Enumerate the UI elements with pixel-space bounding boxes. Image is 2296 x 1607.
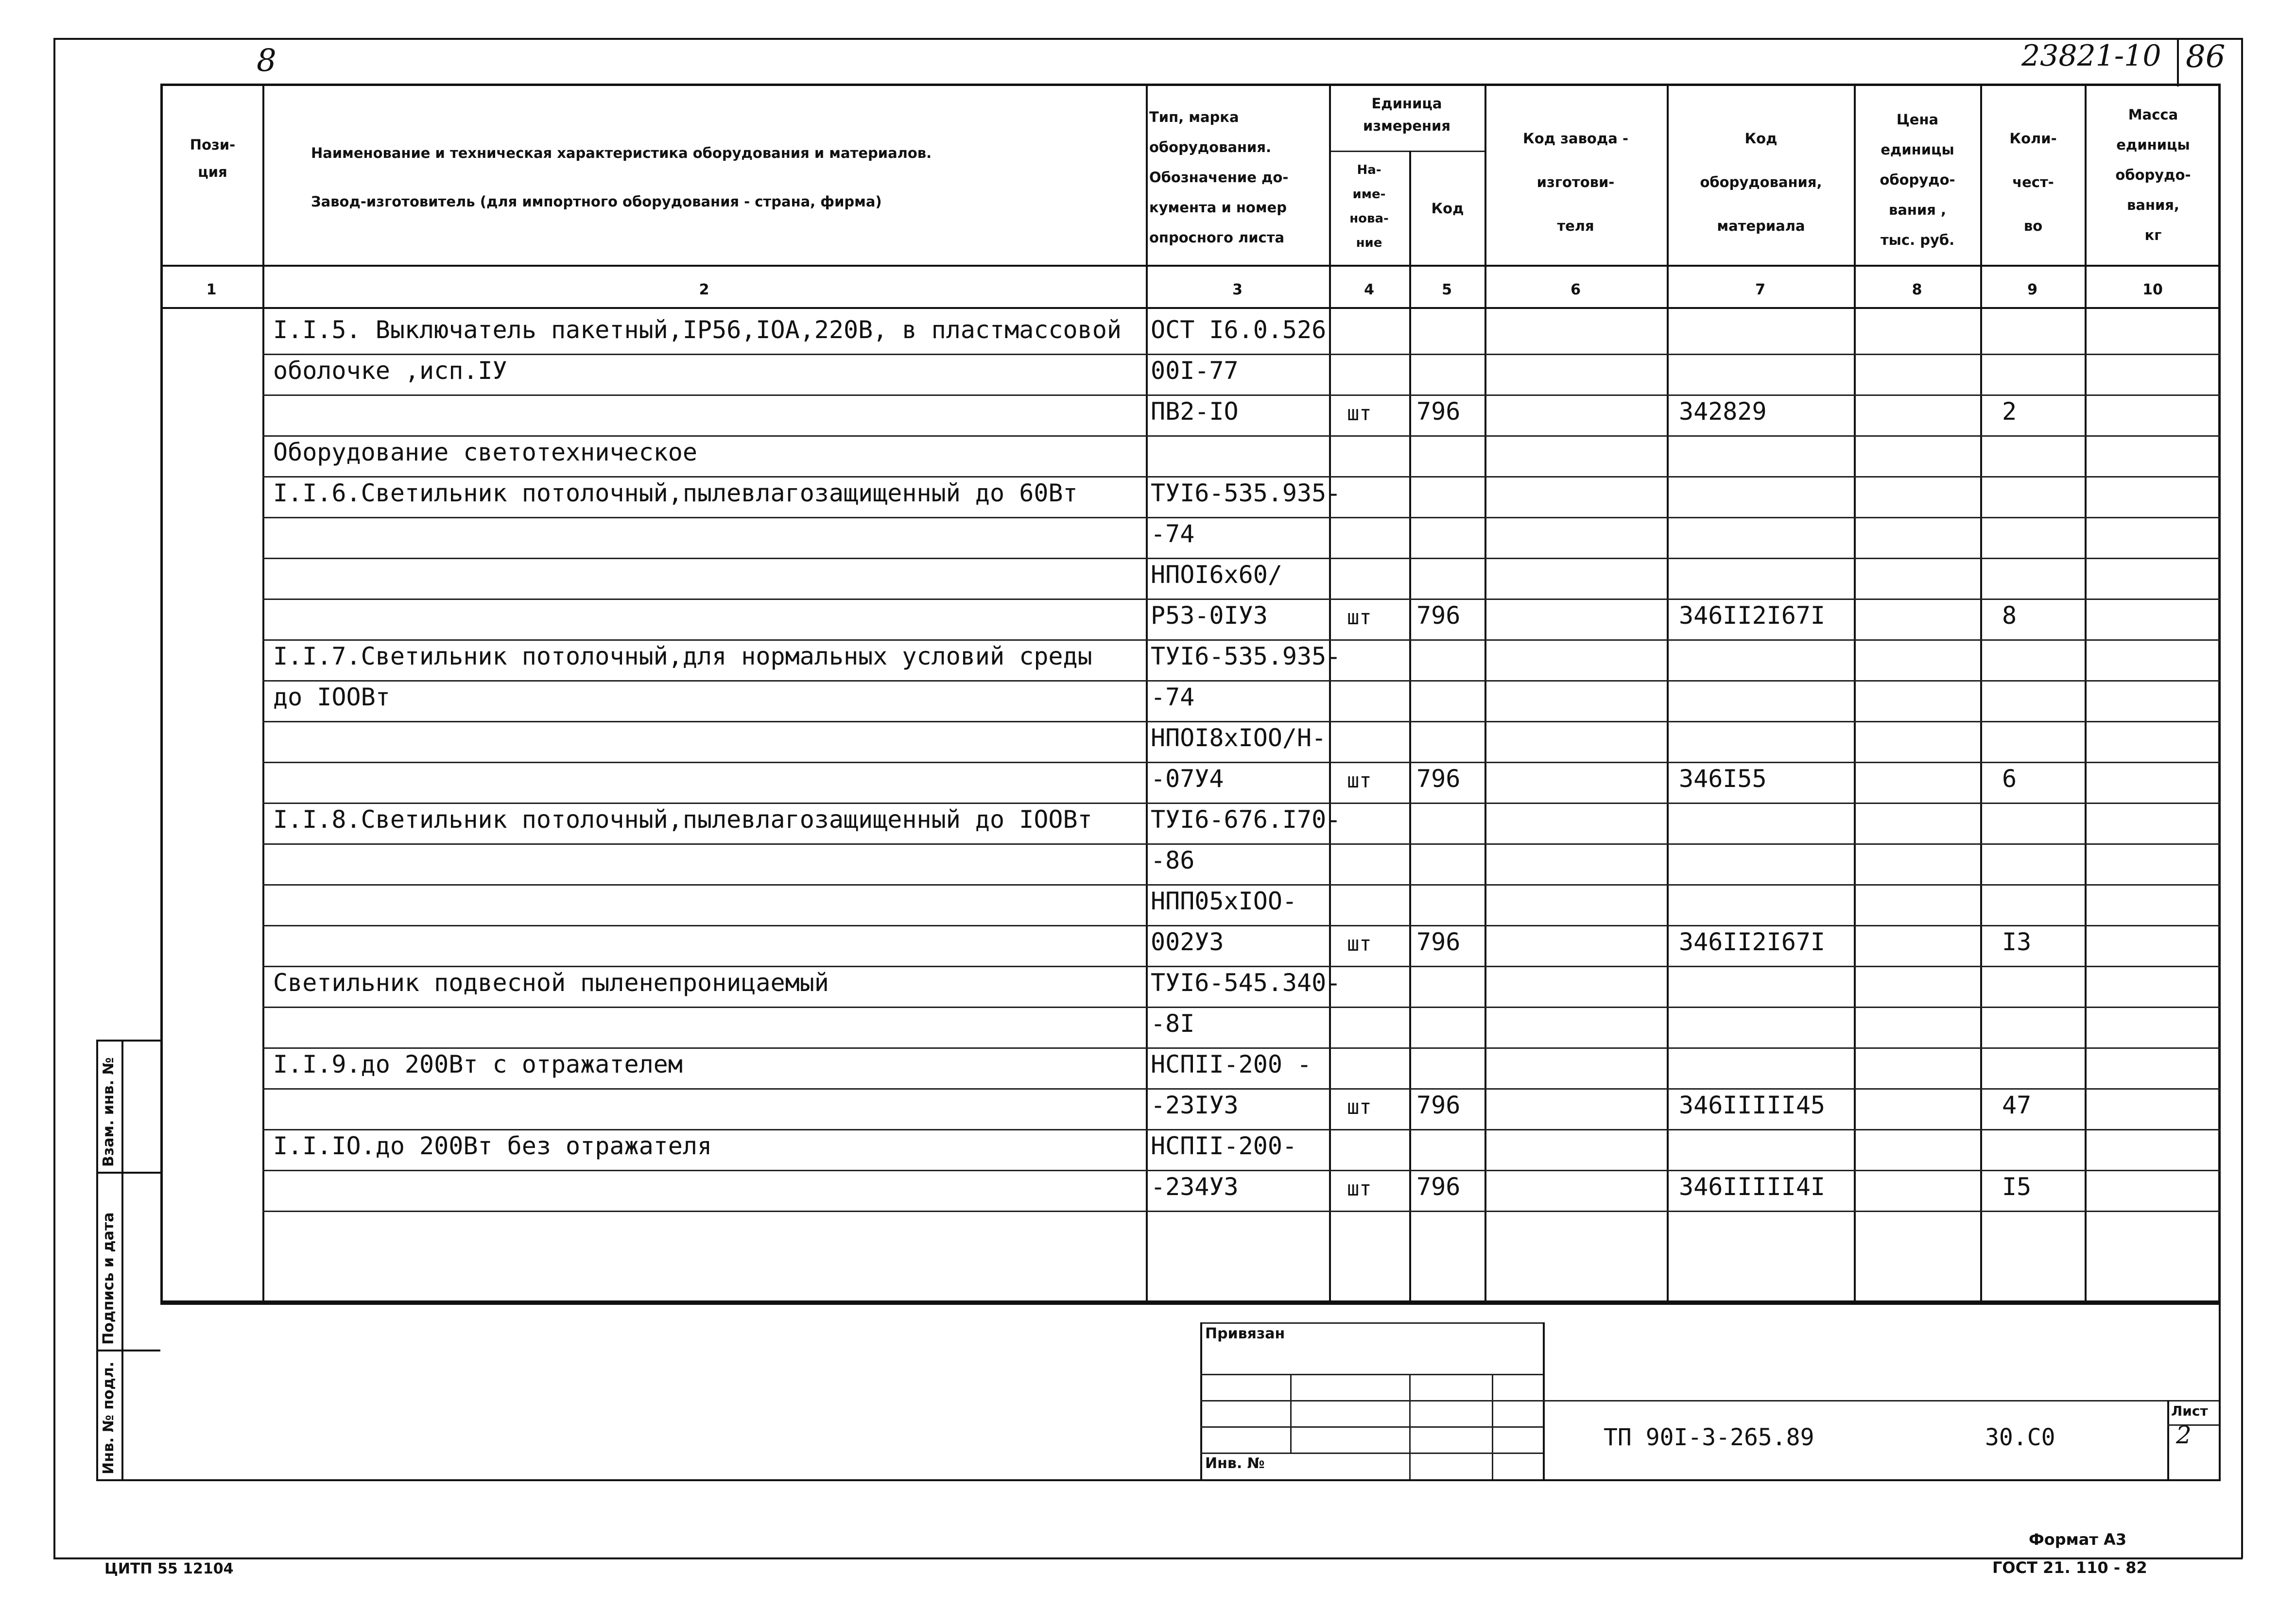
header-bottom-line: [160, 265, 2221, 267]
row-separator: [262, 598, 2221, 600]
cell-unit: шт: [1347, 401, 1372, 425]
side-strip-left: [96, 1040, 98, 1480]
cell-unit: шт: [1347, 1177, 1372, 1200]
row-separator: [262, 966, 2221, 967]
side-strip-div-1: [96, 1172, 160, 1174]
side-label-original-inv: Инв. № подл.: [100, 1361, 117, 1474]
cell-qty: 8: [2002, 601, 2017, 630]
sheet-label: Лист: [2171, 1403, 2208, 1419]
cell-name: I.I.8.Светильник потолочный,пылевлагозащищенный до IOOВт: [273, 805, 1092, 834]
cell-name: I.I.9.до 200Вт с отражателем: [273, 1050, 683, 1078]
cell-type: ТУI6-535.935-: [1151, 479, 1341, 507]
cell-name: Оборудование светотехническое: [273, 438, 697, 466]
sheet-box-left: [2167, 1400, 2169, 1479]
col-line-2: [1146, 84, 1148, 1303]
row-separator: [262, 1007, 2221, 1008]
cell-code: 796: [1416, 1091, 1461, 1119]
cell-code: 796: [1416, 928, 1461, 956]
hdr-unit-code: Код: [1431, 200, 1464, 217]
side-label-signature-date: Подпись и дата: [100, 1212, 117, 1345]
unit-group-divider: [1329, 151, 1485, 152]
outer-frame-top: [53, 38, 2243, 40]
cell-type: -86: [1151, 846, 1195, 874]
row-separator: [262, 354, 2221, 355]
sheet-box-divider: [2167, 1424, 2219, 1426]
page-number-divider: [2177, 38, 2179, 86]
cell-type: 00I-77: [1151, 357, 1239, 385]
outer-frame-left: [53, 38, 55, 1558]
side-label-replace-inv: Взам. инв. №: [100, 1057, 117, 1167]
outer-frame-right: [2241, 38, 2243, 1558]
colnum-10: 10: [2142, 281, 2163, 298]
cell-name: до IOOВт: [273, 683, 390, 711]
stamp-inv-no: Инв. №: [1205, 1455, 1265, 1472]
cell-unit: шт: [1347, 932, 1372, 956]
cell-type: ОСТ I6.0.526: [1151, 316, 1327, 344]
cell-type: 002У3: [1151, 928, 1224, 956]
cell-type: -8I: [1151, 1009, 1195, 1038]
row-separator: [262, 680, 2221, 682]
stamp-top: [1200, 1322, 1543, 1324]
cell-item-code: 346IIIII45: [1679, 1091, 1826, 1119]
stamp-col-1: [1290, 1374, 1292, 1453]
cell-type: НПОI8хIOO/Н-: [1151, 724, 1327, 752]
colnum-7: 7: [1755, 281, 1765, 298]
title-block-top: [160, 1303, 2221, 1305]
stamp-col-3: [1492, 1374, 1493, 1479]
row-separator: [262, 925, 2221, 926]
colnum-6: 6: [1571, 281, 1581, 298]
cell-unit: шт: [1347, 1095, 1372, 1119]
cell-name: I.I.7.Светильник потолочный,для нормальных условий среды: [273, 642, 1092, 670]
col-line-6: [1667, 84, 1669, 1303]
colnum-9: 9: [2027, 281, 2037, 298]
col-line-5: [1485, 84, 1486, 1303]
side-strip-mid: [121, 1040, 123, 1480]
hdr-type: Тип, марка оборудования. Обозначение до- кумента и номер опросного листа: [1149, 109, 1289, 246]
outer-frame-bottom: [53, 1557, 2243, 1559]
cell-qty: 6: [2002, 765, 2017, 793]
colnum-4: 4: [1364, 281, 1374, 298]
cell-name: I.I.IO.до 200Вт без отражателя: [273, 1132, 712, 1160]
cell-type: -07У4: [1151, 765, 1224, 793]
title-doc-code: ТП 90I-3-265.89: [1604, 1424, 1814, 1451]
row-separator: [262, 639, 2221, 641]
cell-name: оболочке ,исп.IУ: [273, 357, 507, 385]
col-line-9: [2085, 84, 2087, 1303]
colnum-2: 2: [699, 281, 709, 298]
row-separator: [262, 843, 2221, 845]
colnum-5: 5: [1442, 281, 1452, 298]
cell-item-code: 342829: [1679, 397, 1767, 426]
cell-type: НПОI6х60/: [1151, 561, 1282, 589]
bottom-left-code: ЦИТП 55 12104: [104, 1560, 234, 1577]
colnum-1: 1: [206, 281, 217, 298]
side-strip-div-2: [96, 1350, 160, 1351]
title-block-bottom: [160, 1479, 2221, 1481]
doc-number: 23821-10: [2021, 39, 2161, 73]
hdr-mass: Масса единицы оборудо- вания, кг: [2115, 106, 2191, 243]
col-line-3: [1329, 84, 1331, 1303]
cell-code: 796: [1416, 765, 1461, 793]
cell-code: 796: [1416, 601, 1461, 630]
row-separator: [262, 1129, 2221, 1130]
hdr-item-code: Код оборудования, материала: [1700, 130, 1822, 234]
cell-qty: 2: [2002, 397, 2017, 426]
cell-qty: I3: [2002, 928, 2032, 956]
cell-unit: шт: [1347, 769, 1372, 792]
row-separator: [262, 517, 2221, 518]
cell-name: I.I.6.Светильник потолочный,пылевлагозащищенный до 60Вт: [273, 479, 1078, 507]
row-separator: [262, 476, 2221, 478]
page-number: 86: [2186, 39, 2226, 75]
cell-code: 796: [1416, 1173, 1461, 1201]
row-separator: [262, 558, 2221, 559]
cell-type: ТУI6-535.935-: [1151, 642, 1341, 670]
hdr-unit-name: На- име- нова- ние: [1349, 163, 1389, 250]
col-line-7: [1854, 84, 1856, 1303]
cell-type: ТУI6-676.I70-: [1151, 805, 1341, 834]
title-block-right: [2219, 1303, 2221, 1480]
sheet-number: 2: [2176, 1421, 2192, 1449]
hdr-unit-group: Единица измерения: [1363, 95, 1450, 134]
row-separator: [262, 1047, 2221, 1049]
cell-qty: 47: [2002, 1091, 2032, 1119]
cell-qty: I5: [2002, 1173, 2032, 1201]
row-separator: [262, 394, 2221, 396]
hdr-position: Пози- ция: [190, 137, 236, 180]
hdr-price: Цена единицы оборудо- вания , тыс. руб.: [1880, 111, 1955, 248]
row-separator: [262, 1088, 2221, 1090]
hdr-name: Наименование и техническая характеристика оборудования и материалов. Завод-изготовитель (для импортного оборудования - страна, фирма): [311, 145, 932, 210]
cell-code: 796: [1416, 397, 1461, 426]
cell-name: I.I.5. Выключатель пакетный,IP56,IOA,220B, в пластмассовой: [273, 316, 1122, 344]
row-separator: [262, 721, 2221, 722]
colnum-bottom-line: [160, 307, 2221, 309]
row-separator: [262, 1211, 2221, 1212]
row-separator: [262, 884, 2221, 886]
hdr-maker-code: Код завода - изготови- теля: [1523, 130, 1628, 234]
colnum-3: 3: [1232, 281, 1243, 298]
side-strip-bottom: [96, 1479, 160, 1481]
stamp-col-2: [1409, 1374, 1411, 1479]
cell-type: Р53-0IУ3: [1151, 601, 1268, 630]
cell-item-code: 346I55: [1679, 765, 1767, 793]
cell-name: Светильник подвесной пыленепроницаемый: [273, 969, 829, 997]
colnum-8: 8: [1912, 281, 1922, 298]
cell-type: НСПII-200-: [1151, 1132, 1297, 1160]
title-section: 30.C0: [1985, 1424, 2055, 1451]
row-separator: [262, 1170, 2221, 1171]
corner-number: 8: [257, 43, 276, 79]
cell-type: ПВ2-IO: [1151, 397, 1239, 426]
row-separator: [262, 762, 2221, 763]
row-separator: [262, 803, 2221, 804]
cell-type: -74: [1151, 683, 1195, 711]
cell-item-code: 346II2I67I: [1679, 928, 1826, 956]
stamp-attached: Привязан: [1205, 1325, 1285, 1342]
side-strip-top: [96, 1040, 160, 1042]
cell-type: НСПII-200 -: [1151, 1050, 1312, 1078]
cell-item-code: 346II2I67I: [1679, 601, 1826, 630]
cell-item-code: 346IIIII4I: [1679, 1173, 1826, 1201]
cell-type: ТУI6-545.340-: [1151, 969, 1341, 997]
cell-type: -74: [1151, 520, 1195, 548]
col-line-8: [1980, 84, 1982, 1303]
row-separator: [262, 435, 2221, 437]
hdr-quantity: Коли- чест- во: [2009, 130, 2057, 234]
cell-type: -234У3: [1151, 1173, 1239, 1201]
cell-unit: шт: [1347, 605, 1372, 629]
cell-type: НПП05хIOO-: [1151, 887, 1297, 915]
format-label: Формат А3: [2029, 1530, 2127, 1549]
cell-type: -23IУ3: [1151, 1091, 1239, 1119]
gost-label: ГОСТ 21. 110 - 82: [1992, 1558, 2147, 1577]
col-line-1: [262, 84, 264, 1303]
title-doc-line: [1543, 1400, 2219, 1402]
